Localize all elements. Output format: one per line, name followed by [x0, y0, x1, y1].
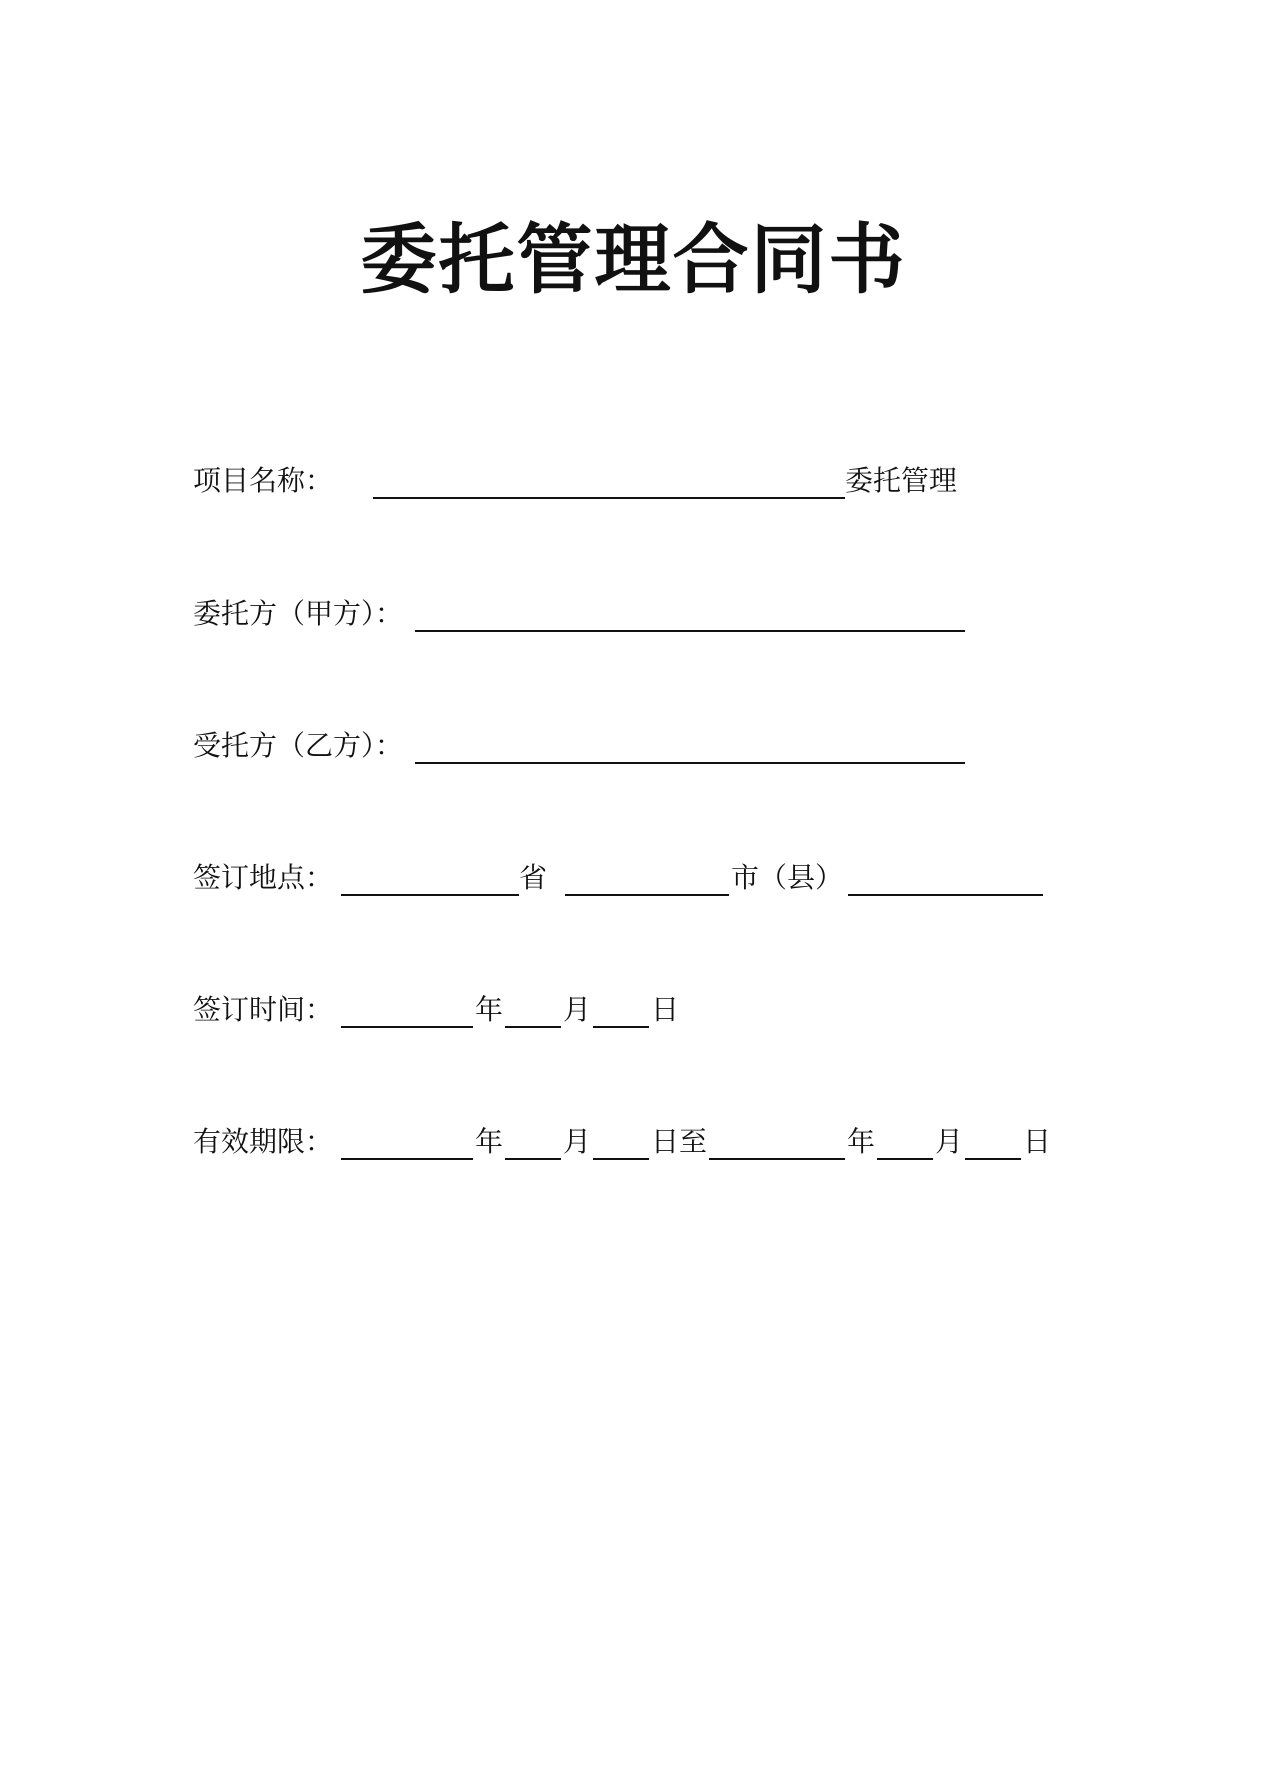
city-blank[interactable] [565, 894, 729, 896]
project-name-label: 项目名称： [193, 464, 334, 497]
trustee-row [193, 726, 993, 766]
validity-start-year-text: 年 [475, 1125, 504, 1158]
signing-month-blank[interactable] [505, 1026, 561, 1028]
client-blank[interactable] [415, 630, 965, 632]
signing-day-text: 日 [651, 993, 680, 1026]
validity-start-month-text: 月 [563, 1125, 592, 1158]
validity-end-day-blank[interactable] [965, 1158, 1021, 1160]
city-text: 市（县） [731, 861, 844, 894]
signing-place-row [193, 858, 1073, 898]
validity-start-month-blank[interactable] [505, 1158, 561, 1160]
validity-end-year-blank[interactable] [709, 1158, 845, 1160]
validity-start-day-blank[interactable] [593, 1158, 649, 1160]
signing-day-blank[interactable] [593, 1026, 649, 1028]
province-text: 省 [519, 861, 548, 894]
trustee-blank[interactable] [415, 762, 965, 764]
project-name-blank[interactable] [373, 497, 845, 499]
signing-place-label: 签订地点： [193, 861, 334, 894]
validity-end-month-text: 月 [935, 1125, 964, 1158]
validity-end-day-text: 日 [1023, 1125, 1052, 1158]
client-label: 委托方（甲方）： [193, 597, 404, 630]
signing-time-row [193, 990, 1073, 1030]
client-row [193, 594, 993, 634]
validity-end-month-blank[interactable] [877, 1158, 933, 1160]
signing-year-text: 年 [475, 993, 504, 1026]
county-blank[interactable] [848, 894, 1043, 896]
document-title: 委托管理合同书 [360, 215, 907, 304]
trustee-label: 受托方（乙方）： [193, 729, 404, 762]
validity-start-day-to-text: 日至 [651, 1125, 708, 1158]
validity-start-year-blank[interactable] [341, 1158, 473, 1160]
validity-row [193, 1122, 1073, 1162]
project-name-suffix: 委托管理 [845, 464, 958, 497]
province-blank[interactable] [341, 894, 519, 896]
validity-end-year-text: 年 [847, 1125, 876, 1158]
project-name-row [193, 461, 993, 501]
validity-label: 有效期限： [193, 1125, 334, 1158]
signing-month-text: 月 [563, 993, 592, 1026]
signing-year-blank[interactable] [341, 1026, 473, 1028]
signing-time-label: 签订时间： [193, 993, 334, 1026]
